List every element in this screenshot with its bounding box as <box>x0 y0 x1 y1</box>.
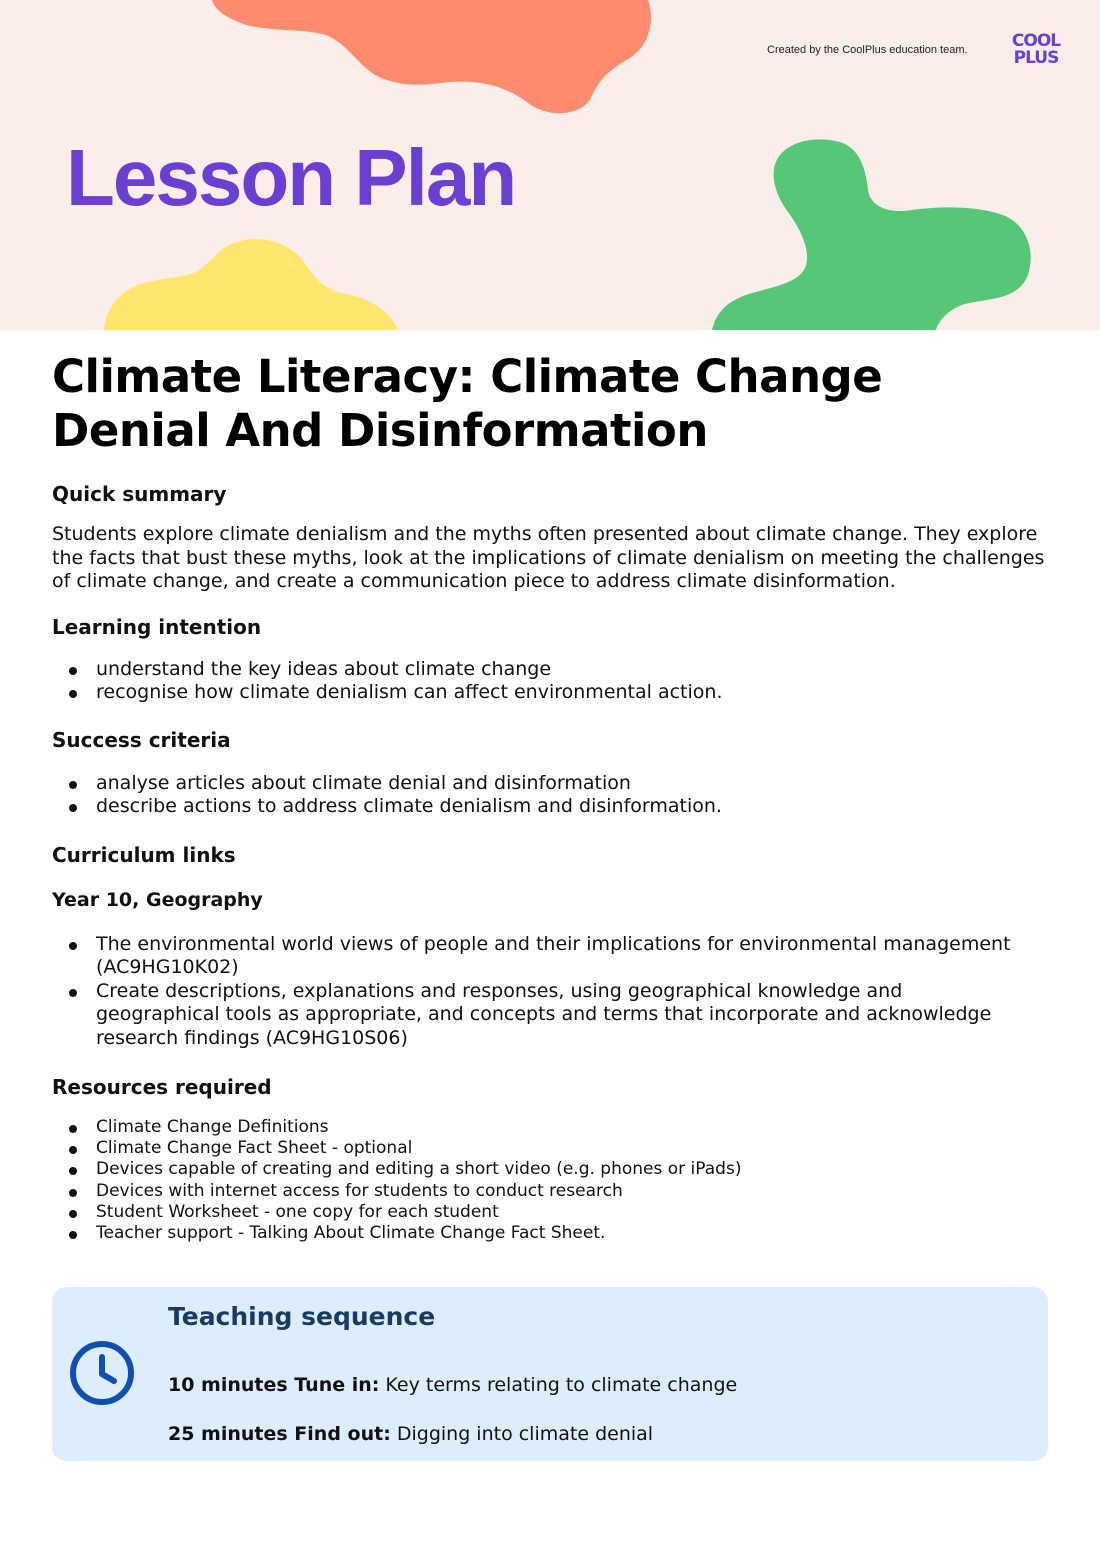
green-blob <box>712 139 1031 330</box>
list-item: Climate Change Definitions <box>52 1117 1052 1138</box>
sequence-step <box>168 1373 737 1397</box>
coolplus-logo <box>1004 33 1068 67</box>
teaching-sequence-panel <box>52 1287 1048 1461</box>
list-item: Teacher support - Talking About Climate Change Fact Sheet. <box>52 1223 1052 1244</box>
step-label: 25 minutes Find out: <box>168 1423 391 1445</box>
list-item: Devices with internet access for students to conduct research <box>52 1181 1052 1202</box>
curriculum-subheading: Year 10, Geography <box>52 888 263 911</box>
list-item: Climate Change Fact Sheet - optional <box>52 1138 1052 1159</box>
teaching-sequence-title: Teaching sequence <box>168 1302 436 1331</box>
success-criteria-list <box>52 772 1052 819</box>
list-item: understand the key ideas about climate change <box>52 658 1052 682</box>
list-item: Create descriptions, explanations and responses, using geographical knowledge and geographical tools as appropriate, and concepts and terms that incorporate and acknowledge research findings (AC9HG10S06) <box>52 980 1012 1051</box>
header-banner <box>0 0 1100 330</box>
step-text: Key terms relating to climate change <box>379 1374 738 1396</box>
document-title: Climate Literacy: Climate Change Denial And Disinformation <box>52 350 883 457</box>
step-label: 10 minutes Tune in: <box>168 1374 380 1396</box>
step-text: Digging into climate denial <box>390 1423 654 1445</box>
list-item: recognise how climate denialism can affect environmental action. <box>52 681 1052 705</box>
summary-heading: Quick summary <box>52 482 227 506</box>
list-item: describe actions to address climate denialism and disinformation. <box>52 795 1052 819</box>
logo-line-1: COOL <box>1011 31 1061 51</box>
resources-list <box>52 1117 1052 1244</box>
list-item: Devices capable of creating and editing a short video (e.g. phones or iPads) <box>52 1159 1052 1180</box>
curriculum-list <box>52 933 1012 1051</box>
page-title: Lesson Plan <box>66 133 516 222</box>
logo-line-2: PLUS <box>1013 48 1059 68</box>
resources-heading: Resources required <box>52 1075 272 1099</box>
summary-text: Students explore climate denialism and the myths often presented about climate change. They explore the facts that bust these myths, look at the implications of climate denialism on meeting the challenges of climate change, and create a communication piece to address climate disinformation. <box>52 523 1045 592</box>
learning-intention-heading: Learning intention <box>52 614 262 639</box>
list-item: analyse articles about climate denial and disinformation <box>52 772 1052 796</box>
curriculum-heading: Curriculum links <box>52 842 236 867</box>
orange-blob <box>212 0 651 113</box>
yellow-blob <box>104 239 398 330</box>
sequence-step <box>168 1422 653 1446</box>
success-criteria-heading: Success criteria <box>52 727 231 752</box>
clock-icon <box>68 1339 136 1407</box>
credit-text: Created by the CoolPlus education team. <box>767 44 968 56</box>
list-item: The environmental world views of people and their implications for environmental management (AC9HG10K02) <box>52 933 1012 980</box>
lesson-content <box>52 350 1052 1244</box>
list-item: Student Worksheet - one copy for each student <box>52 1202 1052 1223</box>
learning-intention-list <box>52 658 1052 705</box>
